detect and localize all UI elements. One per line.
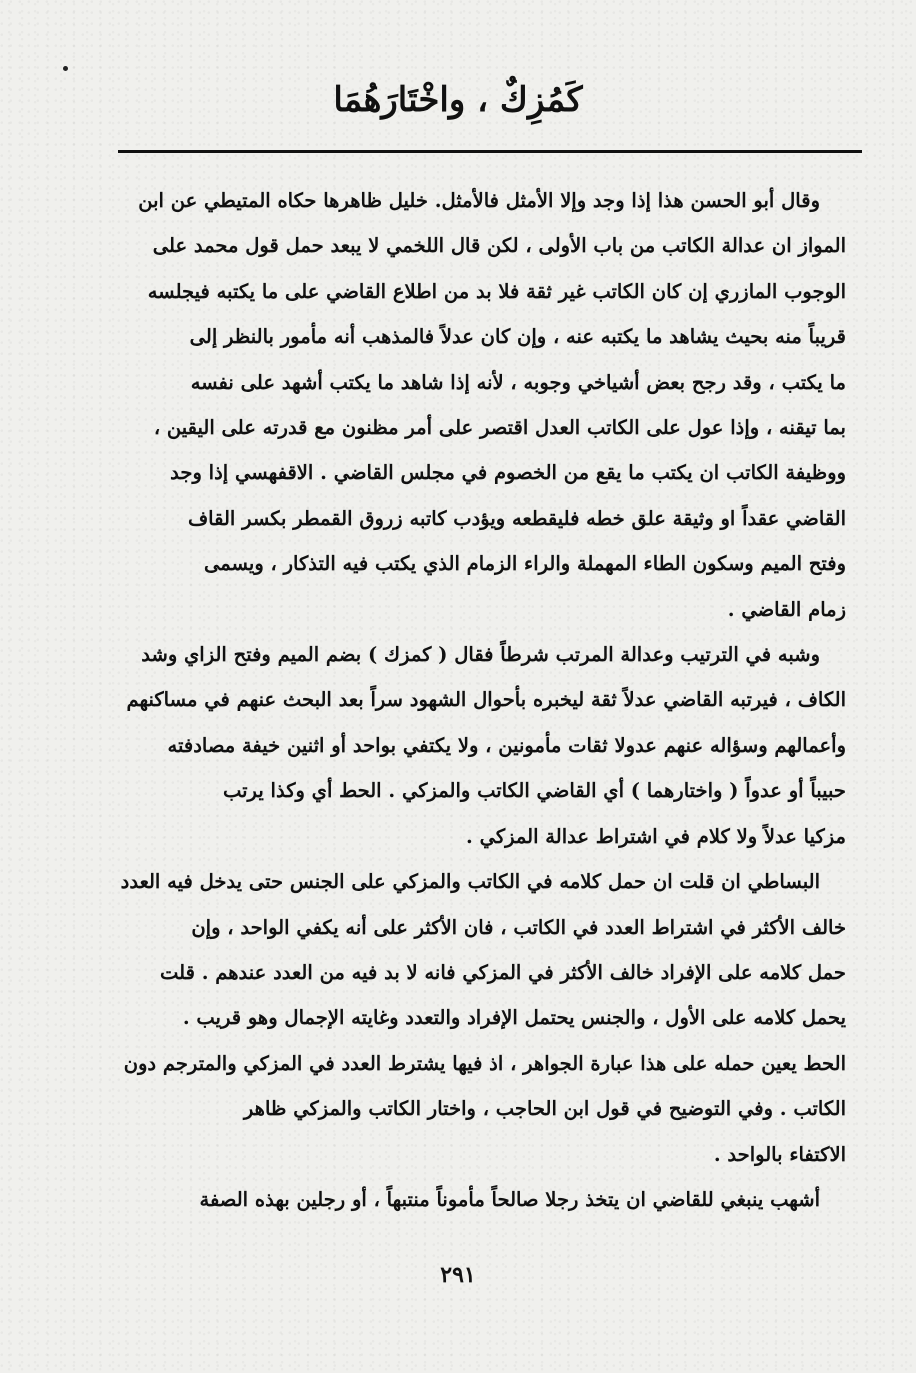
- text-line: بما تيقنه ، وإذا عول على الكاتب العدل اقتصر على أمر مظنون مع قدرته على اليقين ،: [153, 416, 846, 440]
- header-rule: [118, 150, 862, 153]
- text-line: ما يكتب ، وقد رجح بعض أشياخي وجوبه ، لأنه إذا شاهد ما يكتب أشهد على نفسه: [190, 370, 846, 394]
- text-line: وفتح الميم وسكون الطاء المهملة والراء الزمام الذي يكتب فيه التذكار ، ويسمى: [204, 552, 846, 576]
- text-line: البساطي ان قلت ان حمل كلامه في الكاتب والمزكي على الجنس حتى يدخل فيه العدد: [120, 870, 820, 894]
- ink-speck: [63, 66, 68, 71]
- text-line: الحط يعين حمله على هذا عبارة الجواهر ، اذ فيها يشترط العدد في المزكي والمترجم دون: [123, 1051, 846, 1075]
- text-line: المواز ان عدالة الكاتب من باب الأولى ، لكن قال اللخمي لا يبعد حمل قول محمد على: [152, 234, 846, 258]
- page-header-title: كَمُزِكٌ ، واخْتَارَهُمَا: [333, 80, 583, 120]
- text-line: حبيباً أو عدواً ( واختارهما ) أي القاضي الكاتب والمزكي . الحط أي وكذا يرتب: [222, 779, 846, 803]
- text-line: حمل كلامه على الإفراد خالف الأكثر في المزكي فانه لا بد فيه من العدد عندهم . قلت: [160, 960, 846, 984]
- text-line: وشبه في الترتيب وعدالة المرتب شرطاً فقال ( كمزك ) بضم الميم وفتح الزاي وشد: [141, 643, 820, 667]
- text-line: ووظيفة الكاتب ان يكتب ما يقع من الخصوم في مجلس القاضي . الاقفهسي إذا وجد: [170, 461, 846, 485]
- text-line: القاضي عقداً او وثيقة علق خطه فليقطعه ويؤدب كاتبه زروق القمطر بكسر القاف: [187, 506, 846, 530]
- text-line: زمام القاضي .: [727, 597, 846, 621]
- text-line: الكاف ، فيرتبه القاضي عدلاً ثقة ليخبره بأحوال الشهود سراً بعد البحث عنهم في مساكنهم: [126, 688, 846, 712]
- page-number: ٢٩١: [440, 1262, 476, 1288]
- body-text: [120, 178, 846, 1222]
- text-line: قريباً منه بحيث يشاهد ما يكتبه عنه ، وإن كان عدلاً فالمذهب أنه مأمور بالنظر إلى: [189, 325, 846, 349]
- text-line: أشهب ينبغي للقاضي ان يتخذ رجلا صالحاً مأموناً منتبهاً ، أو رجلين بهذه الصفة: [199, 1187, 820, 1211]
- text-line: وقال أبو الحسن هذا إذا وجد وإلا الأمثل فالأمثل. خليل ظاهرها حكاه المتيطي عن ابن: [138, 189, 820, 212]
- text-line: مزكيا عدلاً ولا كلام في اشتراط عدالة المزكي .: [466, 824, 846, 848]
- text-line: الوجوب المازري إن كان الكاتب غير ثقة فلا بد من اطلاع القاضي على ما يكتبه فيجلسه: [147, 279, 846, 303]
- text-line: يحمل كلامه على الأول ، والجنس يحتمل الإفراد والتعدد وغايته الإجمال وهو قريب .: [182, 1006, 846, 1030]
- text-line: الكاتب . وفي التوضيح في قول ابن الحاجب ، واختار الكاتب والمزكي ظاهر: [243, 1097, 846, 1121]
- text-line: الاكتفاء بالواحد .: [713, 1142, 846, 1166]
- text-line: وأعمالهم وسؤاله عنهم عدولا ثقات مأمونين ، ولا يكتفي بواحد أو اثنين خيفة مصادفته: [167, 733, 846, 757]
- text-line: خالف الأكثر في اشتراط العدد في الكاتب ، فان الأكثر على أنه يكفي الواحد ، وإن: [191, 915, 846, 939]
